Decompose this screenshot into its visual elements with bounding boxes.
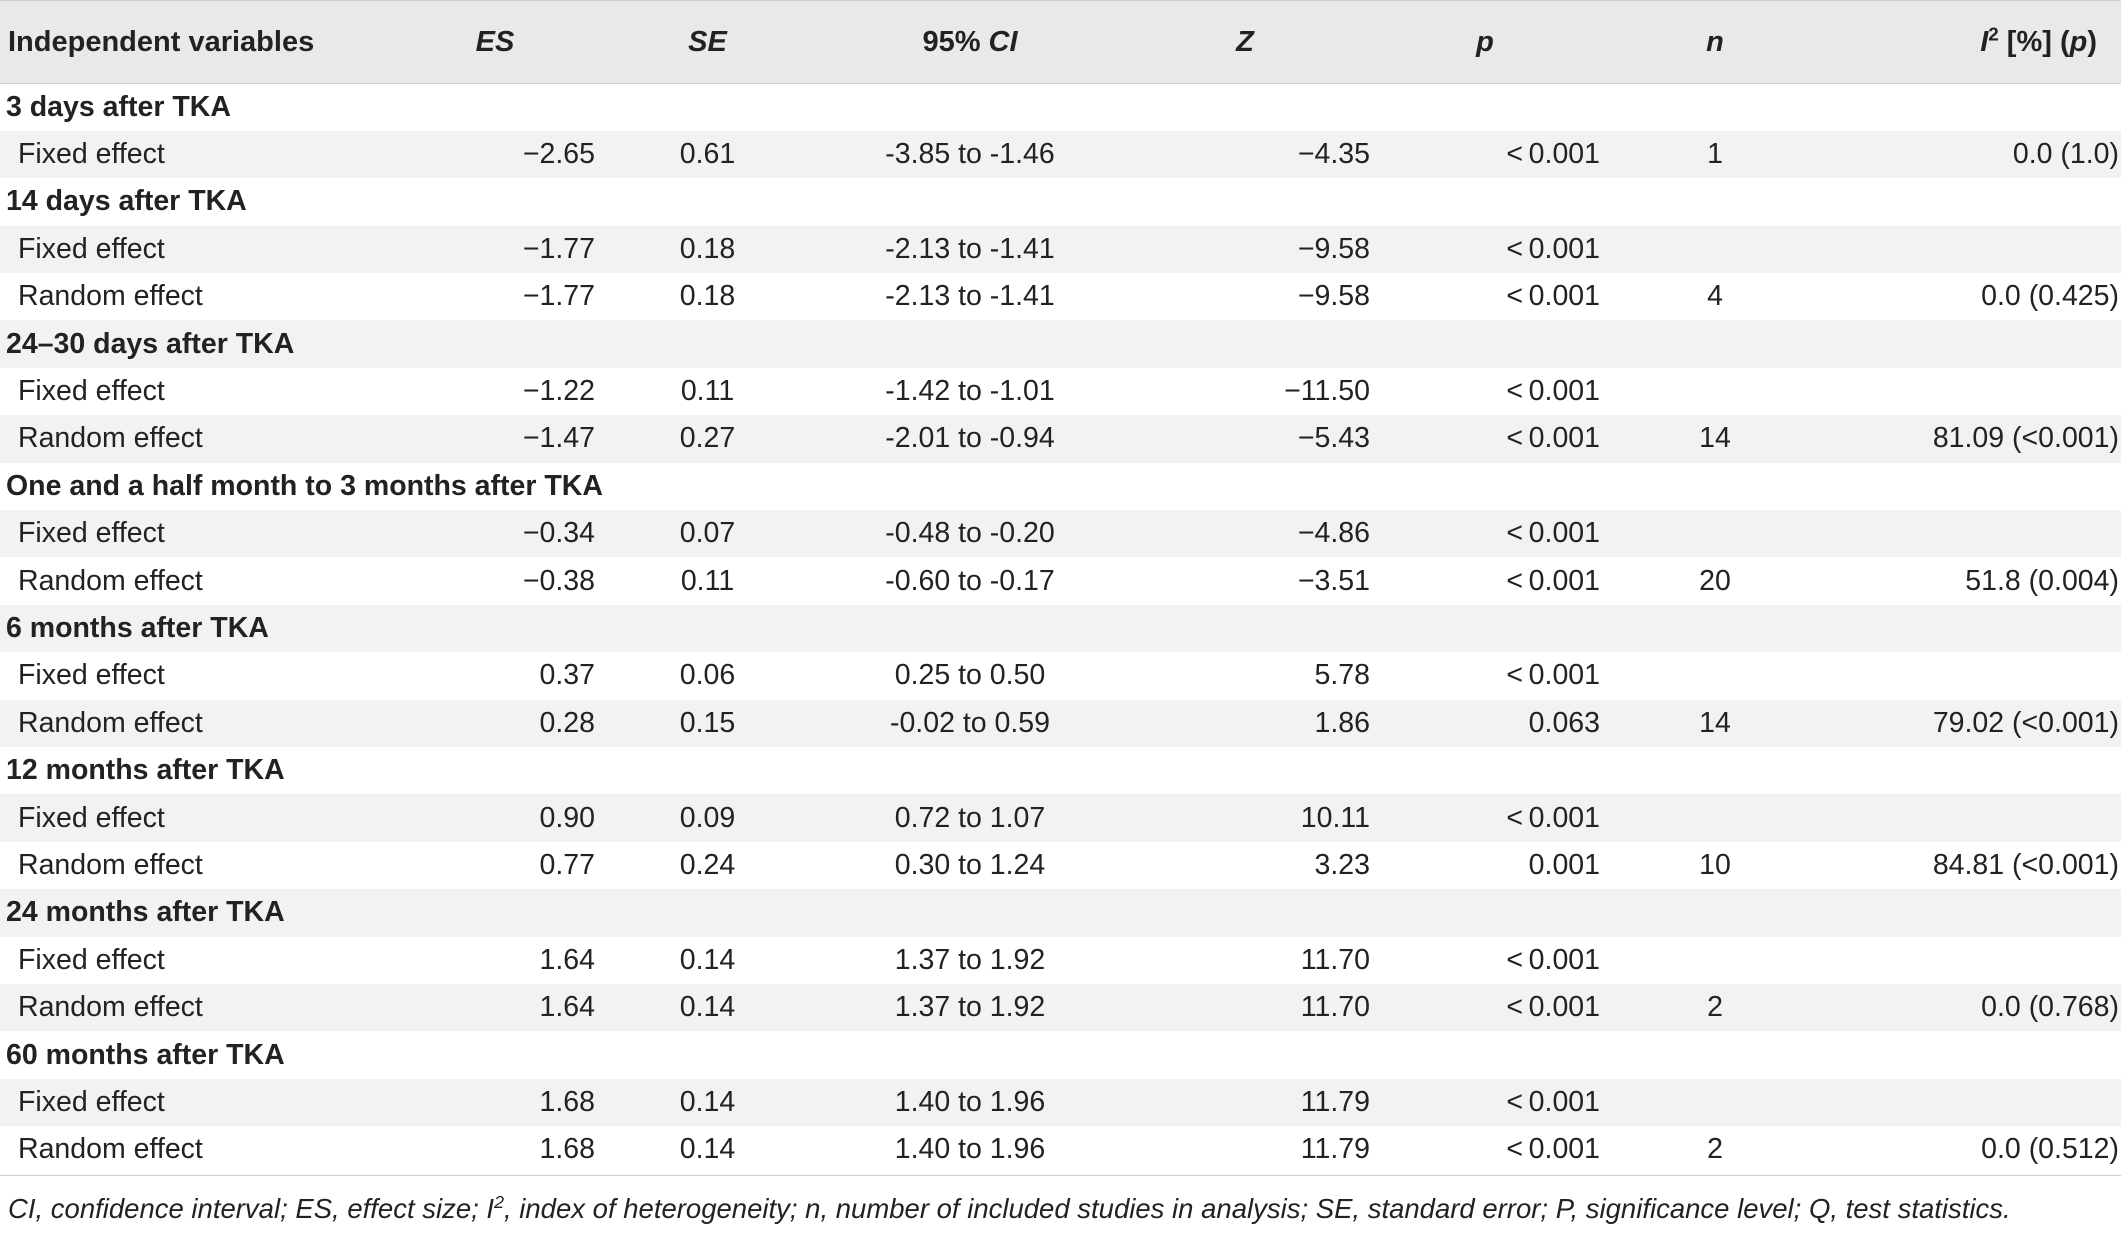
- es-cell: [395, 273, 595, 320]
- i2-cell: 0.0 (0.512): [1981, 1133, 2119, 1166]
- group-row: [0, 1031, 2121, 1078]
- row-label-cell: Random effect: [18, 280, 203, 313]
- ci-cell: 1.40 to 1.96: [894, 1133, 1046, 1166]
- z-cell: [1120, 131, 1370, 178]
- es-cell: [395, 510, 595, 557]
- group-row: [0, 889, 2121, 936]
- p-cell-value: 0.001: [1528, 848, 1600, 881]
- row-label-cell: Random effect: [18, 991, 203, 1024]
- header-p: p: [1370, 1, 1600, 84]
- p-cell-value: < 0.001: [1506, 1085, 1600, 1118]
- se-cell: 0.15: [679, 706, 736, 739]
- i2-cell: 0.0 (0.768): [1981, 991, 2119, 1024]
- z-cell: [1120, 368, 1370, 415]
- header-i2: $I^2$ [%] (p): [1830, 1, 2121, 84]
- table-row: [0, 226, 2121, 273]
- ci-cell: -0.02 to 0.59: [889, 706, 1051, 739]
- table-row: [0, 415, 2121, 462]
- n-cell: 14: [1699, 422, 1731, 455]
- es-cell-value: −1.77: [522, 232, 595, 265]
- z-cell: [1120, 984, 1370, 1031]
- row-label-cell: Random effect: [18, 564, 203, 597]
- table-row: [0, 557, 2121, 604]
- es-cell: [395, 131, 595, 178]
- es-cell: [395, 794, 595, 841]
- es-cell: [395, 984, 595, 1031]
- table-row: [0, 700, 2121, 747]
- se-cell: 0.14: [679, 1085, 736, 1118]
- i2-cell: [1830, 937, 2121, 984]
- p-cell-value: < 0.001: [1506, 517, 1600, 550]
- es-cell: [395, 842, 595, 889]
- z-cell-value: −4.35: [1297, 138, 1370, 171]
- n-cell: [1600, 1079, 1830, 1126]
- es-cell-value: −0.34: [522, 517, 595, 550]
- z-cell: [1120, 842, 1370, 889]
- p-cell-value: < 0.001: [1506, 138, 1600, 171]
- n-cell: 2: [1707, 1133, 1723, 1166]
- z-cell-value: −11.50: [1284, 375, 1370, 408]
- i2-cell: 0.0 (0.425): [1981, 280, 2119, 313]
- es-cell-value: 0.28: [539, 706, 595, 739]
- p-cell: [1370, 794, 1600, 841]
- p-cell: [1370, 842, 1600, 889]
- row-label-cell: Random effect: [18, 706, 203, 739]
- i2-cell: [1830, 368, 2121, 415]
- row-label-cell: Fixed effect: [18, 943, 165, 976]
- z-cell-value: −9.58: [1297, 280, 1370, 313]
- row-label-cell: Fixed effect: [18, 232, 165, 265]
- z-cell: [1120, 1079, 1370, 1126]
- group-row: [0, 320, 2121, 367]
- p-cell: [1370, 557, 1600, 604]
- i2-cell: [1830, 226, 2121, 273]
- p-cell-value: < 0.001: [1506, 801, 1600, 834]
- table-row: [0, 510, 2121, 557]
- es-cell-value: −2.65: [522, 138, 595, 171]
- se-cell: 0.06: [679, 659, 736, 692]
- group-title: 14 days after TKA: [6, 185, 247, 218]
- group-title: 60 months after TKA: [6, 1038, 285, 1071]
- es-cell-value: 1.64: [539, 991, 595, 1024]
- es-cell-value: 0.90: [539, 801, 595, 834]
- ci-cell: 1.37 to 1.92: [894, 991, 1046, 1024]
- z-cell-value: 11.70: [1300, 991, 1370, 1024]
- table-footnote: CI, confidence interval; ES, effect size; $I^2$, index of heterogeneity; n, number of included studies in analysis; SE, standard error; P, significance level; Q, test statistics.: [8, 1191, 2011, 1224]
- ci-cell: -1.42 to -1.01: [885, 375, 1055, 408]
- header-se: SE: [595, 1, 820, 84]
- p-cell: [1370, 273, 1600, 320]
- header-ci: 95% CI: [820, 1, 1120, 84]
- p-cell: [1370, 510, 1600, 557]
- p-cell-value: < 0.001: [1506, 280, 1600, 313]
- n-cell: 2: [1707, 991, 1723, 1024]
- p-cell-value: < 0.001: [1506, 564, 1600, 597]
- group-title: 3 days after TKA: [6, 90, 231, 123]
- ci-cell: -0.48 to -0.20: [885, 517, 1055, 550]
- ci-cell: 1.37 to 1.92: [894, 943, 1046, 976]
- n-cell: 10: [1699, 848, 1731, 881]
- ci-cell: 0.25 to 0.50: [894, 659, 1046, 692]
- p-cell: [1370, 937, 1600, 984]
- ci-cell: 1.40 to 1.96: [894, 1085, 1046, 1118]
- group-row: [0, 747, 2121, 794]
- ci-cell: 0.30 to 1.24: [894, 848, 1046, 881]
- z-cell: [1120, 1126, 1370, 1173]
- header-n: n: [1600, 1, 1830, 84]
- z-cell-value: 10.11: [1300, 801, 1370, 834]
- p-cell: [1370, 131, 1600, 178]
- row-label-cell: Fixed effect: [18, 375, 165, 408]
- n-cell: 1: [1707, 138, 1723, 171]
- group-row: [0, 605, 2121, 652]
- table-row: [0, 1126, 2121, 1173]
- es-cell: [395, 700, 595, 747]
- row-label-cell: Fixed effect: [18, 1085, 165, 1118]
- n-cell: 4: [1707, 280, 1723, 313]
- es-cell: [395, 557, 595, 604]
- se-cell: 0.14: [679, 1133, 736, 1166]
- es-cell-value: 1.68: [539, 1133, 595, 1166]
- p-cell: [1370, 1126, 1600, 1173]
- z-cell: [1120, 510, 1370, 557]
- p-cell: [1370, 226, 1600, 273]
- es-cell: [395, 652, 595, 699]
- table-row: [0, 842, 2121, 889]
- row-label-cell: Random effect: [18, 422, 203, 455]
- es-cell-value: −1.77: [522, 280, 595, 313]
- z-cell: [1120, 794, 1370, 841]
- z-cell-value: −5.43: [1297, 422, 1370, 455]
- ci-cell: -2.13 to -1.41: [885, 280, 1055, 313]
- table-row: [0, 937, 2121, 984]
- header-row: [0, 1, 2121, 84]
- table-row: [0, 131, 2121, 178]
- se-cell: 0.14: [679, 991, 736, 1024]
- es-cell: [395, 368, 595, 415]
- z-cell-value: 11.79: [1300, 1085, 1370, 1118]
- group-title: One and a half month to 3 months after TKA: [6, 469, 603, 502]
- i2-cell: 81.09 (<0.001): [1932, 422, 2119, 455]
- group-title: 12 months after TKA: [6, 754, 285, 787]
- z-cell-value: 11.70: [1300, 943, 1370, 976]
- es-cell-value: −1.47: [522, 422, 595, 455]
- header-es: ES: [395, 1, 595, 84]
- table-row: [0, 368, 2121, 415]
- es-cell: [395, 937, 595, 984]
- ci-cell: -2.01 to -0.94: [885, 422, 1055, 455]
- header-independent-variables: Independent variables: [0, 1, 395, 84]
- se-cell: 0.11: [680, 564, 735, 597]
- group-row: [0, 463, 2121, 510]
- se-cell: 0.27: [679, 422, 736, 455]
- p-cell: [1370, 415, 1600, 462]
- p-cell: [1370, 1079, 1600, 1126]
- group-row: [0, 178, 2121, 225]
- i2-cell: 51.8 (0.004): [1965, 564, 2119, 597]
- row-label-cell: Random effect: [18, 1133, 203, 1166]
- se-cell: 0.18: [679, 232, 736, 265]
- es-cell: [395, 226, 595, 273]
- ci-cell: -3.85 to -1.46: [885, 138, 1055, 171]
- n-cell: [1600, 226, 1830, 273]
- ci-cell: -0.60 to -0.17: [885, 564, 1055, 597]
- row-label-cell: Fixed effect: [18, 801, 165, 834]
- table-row: [0, 794, 2121, 841]
- es-cell-value: 1.68: [539, 1085, 595, 1118]
- z-cell-value: −9.58: [1297, 232, 1370, 265]
- table-header: [0, 1, 2121, 84]
- i2-cell: 84.81 (<0.001): [1932, 848, 2119, 881]
- table-row: [0, 984, 2121, 1031]
- z-cell: [1120, 937, 1370, 984]
- table-row: [0, 652, 2121, 699]
- z-cell: [1120, 273, 1370, 320]
- group-title: 6 months after TKA: [6, 611, 269, 644]
- se-cell: 0.18: [679, 280, 736, 313]
- p-cell: [1370, 652, 1600, 699]
- z-cell-value: 11.79: [1300, 1133, 1370, 1166]
- n-cell: [1600, 652, 1830, 699]
- n-cell: [1600, 368, 1830, 415]
- es-cell: [395, 1126, 595, 1173]
- se-cell: 0.09: [679, 801, 736, 834]
- p-cell-value: < 0.001: [1506, 943, 1600, 976]
- es-cell: [395, 415, 595, 462]
- p-cell-value: < 0.001: [1506, 991, 1600, 1024]
- se-cell: 0.14: [679, 943, 736, 976]
- z-cell-value: −4.86: [1297, 517, 1370, 550]
- z-cell-value: 5.78: [1314, 659, 1370, 692]
- n-cell: [1600, 937, 1830, 984]
- p-cell: [1370, 700, 1600, 747]
- es-cell-value: 0.37: [539, 659, 595, 692]
- row-label-cell: Fixed effect: [18, 659, 165, 692]
- table-row: [0, 1079, 2121, 1126]
- z-cell: [1120, 415, 1370, 462]
- z-cell-value: 3.23: [1314, 848, 1370, 881]
- i2-cell: [1830, 510, 2121, 557]
- group-row: [0, 84, 2121, 131]
- row-label-cell: Fixed effect: [18, 517, 165, 550]
- table-bottom-rule: [0, 1175, 2121, 1176]
- z-cell: [1120, 652, 1370, 699]
- es-cell-value: 0.77: [539, 848, 595, 881]
- i2-cell: [1830, 652, 2121, 699]
- header-z: Z: [1120, 1, 1370, 84]
- n-cell: 20: [1699, 564, 1731, 597]
- z-cell: [1120, 700, 1370, 747]
- group-title: 24 months after TKA: [6, 896, 285, 929]
- p-cell-value: < 0.001: [1506, 232, 1600, 265]
- n-cell: [1600, 510, 1830, 557]
- se-cell: 0.24: [679, 848, 736, 881]
- i2-cell: [1830, 794, 2121, 841]
- row-label-cell: Random effect: [18, 848, 203, 881]
- table-body: [0, 84, 2121, 1174]
- p-cell-value: < 0.001: [1506, 659, 1600, 692]
- se-cell: 0.61: [679, 138, 736, 171]
- p-cell-value: < 0.001: [1506, 375, 1600, 408]
- es-cell-value: −1.22: [522, 375, 595, 408]
- es-cell-value: −0.38: [522, 564, 595, 597]
- group-title: 24–30 days after TKA: [6, 327, 295, 360]
- p-cell: [1370, 368, 1600, 415]
- z-cell-value: 1.86: [1314, 706, 1370, 739]
- i2-cell: 79.02 (<0.001): [1932, 706, 2119, 739]
- p-cell-value: < 0.001: [1506, 422, 1600, 455]
- z-cell: [1120, 226, 1370, 273]
- p-cell: [1370, 984, 1600, 1031]
- es-cell-value: 1.64: [539, 943, 595, 976]
- i2-cell: 0.0 (1.0): [2012, 138, 2119, 171]
- se-cell: 0.07: [679, 517, 736, 550]
- row-label-cell: Fixed effect: [18, 138, 165, 171]
- z-cell-value: −3.51: [1297, 564, 1370, 597]
- p-cell-value: 0.063: [1528, 706, 1600, 739]
- es-cell: [395, 1079, 595, 1126]
- n-cell: 14: [1699, 706, 1731, 739]
- n-cell: [1600, 794, 1830, 841]
- se-cell: 0.11: [680, 375, 735, 408]
- ci-cell: -2.13 to -1.41: [885, 232, 1055, 265]
- z-cell: [1120, 557, 1370, 604]
- p-cell-value: < 0.001: [1506, 1133, 1600, 1166]
- ci-cell: 0.72 to 1.07: [894, 801, 1046, 834]
- i2-cell: [1830, 1079, 2121, 1126]
- table-row: [0, 273, 2121, 320]
